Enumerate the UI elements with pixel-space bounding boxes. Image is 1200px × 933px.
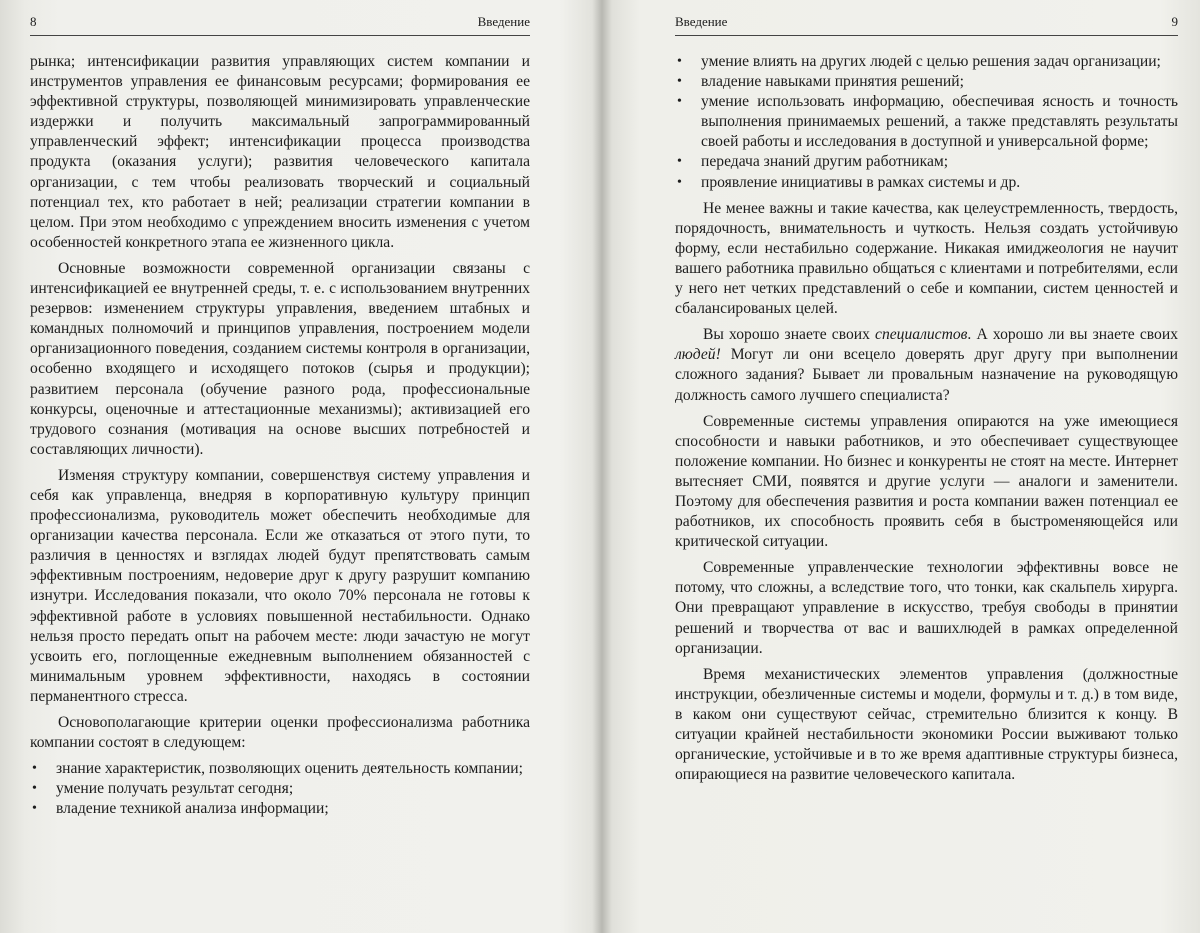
text-run: Вы хорошо знаете своих xyxy=(703,326,876,344)
list-item: • передача знаний другим работникам; xyxy=(675,152,1178,172)
page-header xyxy=(675,14,1178,36)
list-item: • умение использовать информацию, обеспечивая ясность и точность выполнения принимаемых решений, а также представлять результаты своей работы и исследования в доступной и универсальной форме; xyxy=(675,92,1178,152)
page-body xyxy=(30,52,530,819)
paragraph: Основополагающие критерии оценки профессионализма работника компании состоят в следующем: xyxy=(30,714,530,752)
page-body xyxy=(675,52,1178,785)
paragraph: Изменяя структуру компании, совершенствуя систему управления и себя как управленца, внедряя в корпоративную культуру принцип профессионализма, руководитель может обеспечить необходимые для организации качества персонала. Если же отказаться от этого пути, то различия в ценностях и взглядах людей будут препятствовать самым эффективным построениям, недоверие друг к другу разрушит компанию изнутри. Исследования показали, что около 70% персонала не готовы к эффективной работе в условиях повышенной нестабильности. Однако нельзя просто передать опыт на рабочем месте: люди зачастую не могут усвоить его, поглощенные ежедневным выполнением обязанностей с минимальным уровнем эффективности, находясь в состоянии перманентного стресса. xyxy=(30,466,530,705)
list-item: • владение техникой анализа информации; xyxy=(30,799,530,819)
emphasis: людей! xyxy=(675,346,721,364)
page-number: 9 xyxy=(1171,14,1178,29)
list-item: • владение навыками принятия решений; xyxy=(675,72,1178,92)
bullet-list xyxy=(30,759,530,819)
list-item: • умение получать результат сегодня; xyxy=(30,779,530,799)
paragraph xyxy=(675,325,1178,405)
running-head: Введение xyxy=(675,14,728,29)
text-run: Могут ли они всецело доверять друг другу при выполнении сложного задания? Бывает ли провальным назначение на руководящую должность самого лучшего специалиста? xyxy=(675,346,1178,404)
list-item: • проявление инициативы в рамках системы и др. xyxy=(675,173,1178,193)
paragraph: Не менее важны и такие качества, как целеустремленность, твердость, порядочность, внимательность и чуткость. Нельзя создать устойчивую форму, если нестабильно содержание. Никакая имиджеология не научит вашего работника правильно общаться с клиентами и потребителями, если у него нет четких представлений о себе и компании, систем ценностей и сбалансированых целей. xyxy=(675,199,1178,318)
page-header xyxy=(30,14,530,36)
list-item: • умение влиять на других людей с целью решения задач организации; xyxy=(675,52,1178,72)
paragraph: Современные системы управления опираются на уже имеющиеся способности и навыки работников, и это обеспечивает существующее положение компании. Но бизнес и конкуренты не стоят на месте. Интернет вытесняет СМИ, появятся и другие услуги — аналоги и заменители. Поэтому для обеспечения развития и роста компании важен потенциал ее работников, их способность проявить себя в быстроменяющейся или критической ситуации. xyxy=(675,412,1178,551)
paragraph: рынка; интенсификации развития управляющих систем компании и инструментов управления ее финансовым ресурсами; формирования ее эффективной структуры, позволяющей минимизировать управленческие издержки и получить максимальный запрограммированный управленческий эффект; интенсификации процесса производства продукта (оказания услуги); развития человеческого капитала организации, с тем чтобы реализовать творческий и социальный потенциал тех, кто работает в ней; реализации стратегии компании в целом. При этом необходимо с упреждением вносить изменения с учетом особенностей конкретного этапа ее жизненного цикла. xyxy=(30,53,530,251)
running-head: Введение xyxy=(477,14,530,29)
bullet-list xyxy=(675,52,1178,193)
list-item: • знание характеристик, позволяющих оценить деятельность компании; xyxy=(30,759,530,779)
right-page xyxy=(605,0,1200,933)
paragraph: Основные возможности современной организации связаны с интенсификацией ее внутренней среды, т. е. с использованием внутренних резервов: изменением структуры управления, введением штабных и командных полномочий и принципов управления, построением модели организационного поведения, созданием системы контроля в организации, особенно входящего и исходящего потоков (сырья и продукции); развитием персонала (обучение разного рода, профессиональные конкурсы, оценочные и аттестационные механизмы); активизацией его трудового сознания (мотивация на основе высших потребностей и составляющих личности). xyxy=(30,259,530,458)
page-number: 8 xyxy=(30,14,37,29)
emphasis: специалистов xyxy=(875,326,968,344)
paragraph: Время механистических элементов управления (должностные инструкции, обезличенные системы и модели, формулы и т. д.) в том виде, в каком они существуют сейчас, стремительно близится к концу. В ситуации крайней нестабильности экономики России выживают только органические, устойчивые и в то же время адаптивные структуры бизнеса, опирающиеся на развитие человеческого капитала. xyxy=(675,665,1178,784)
paragraph: Современные управленческие технологии эффективны вовсе не потому, что сложны, а вследствие того, что тонки, как скальпель хирурга. Они превращают управление в искусство, требуя свободы в принятии решений и творчества от вас и вашихлюдей в рамках определенной организации. xyxy=(675,559,1178,657)
text-run: . А хорошо ли вы знаете своих xyxy=(967,326,1178,344)
